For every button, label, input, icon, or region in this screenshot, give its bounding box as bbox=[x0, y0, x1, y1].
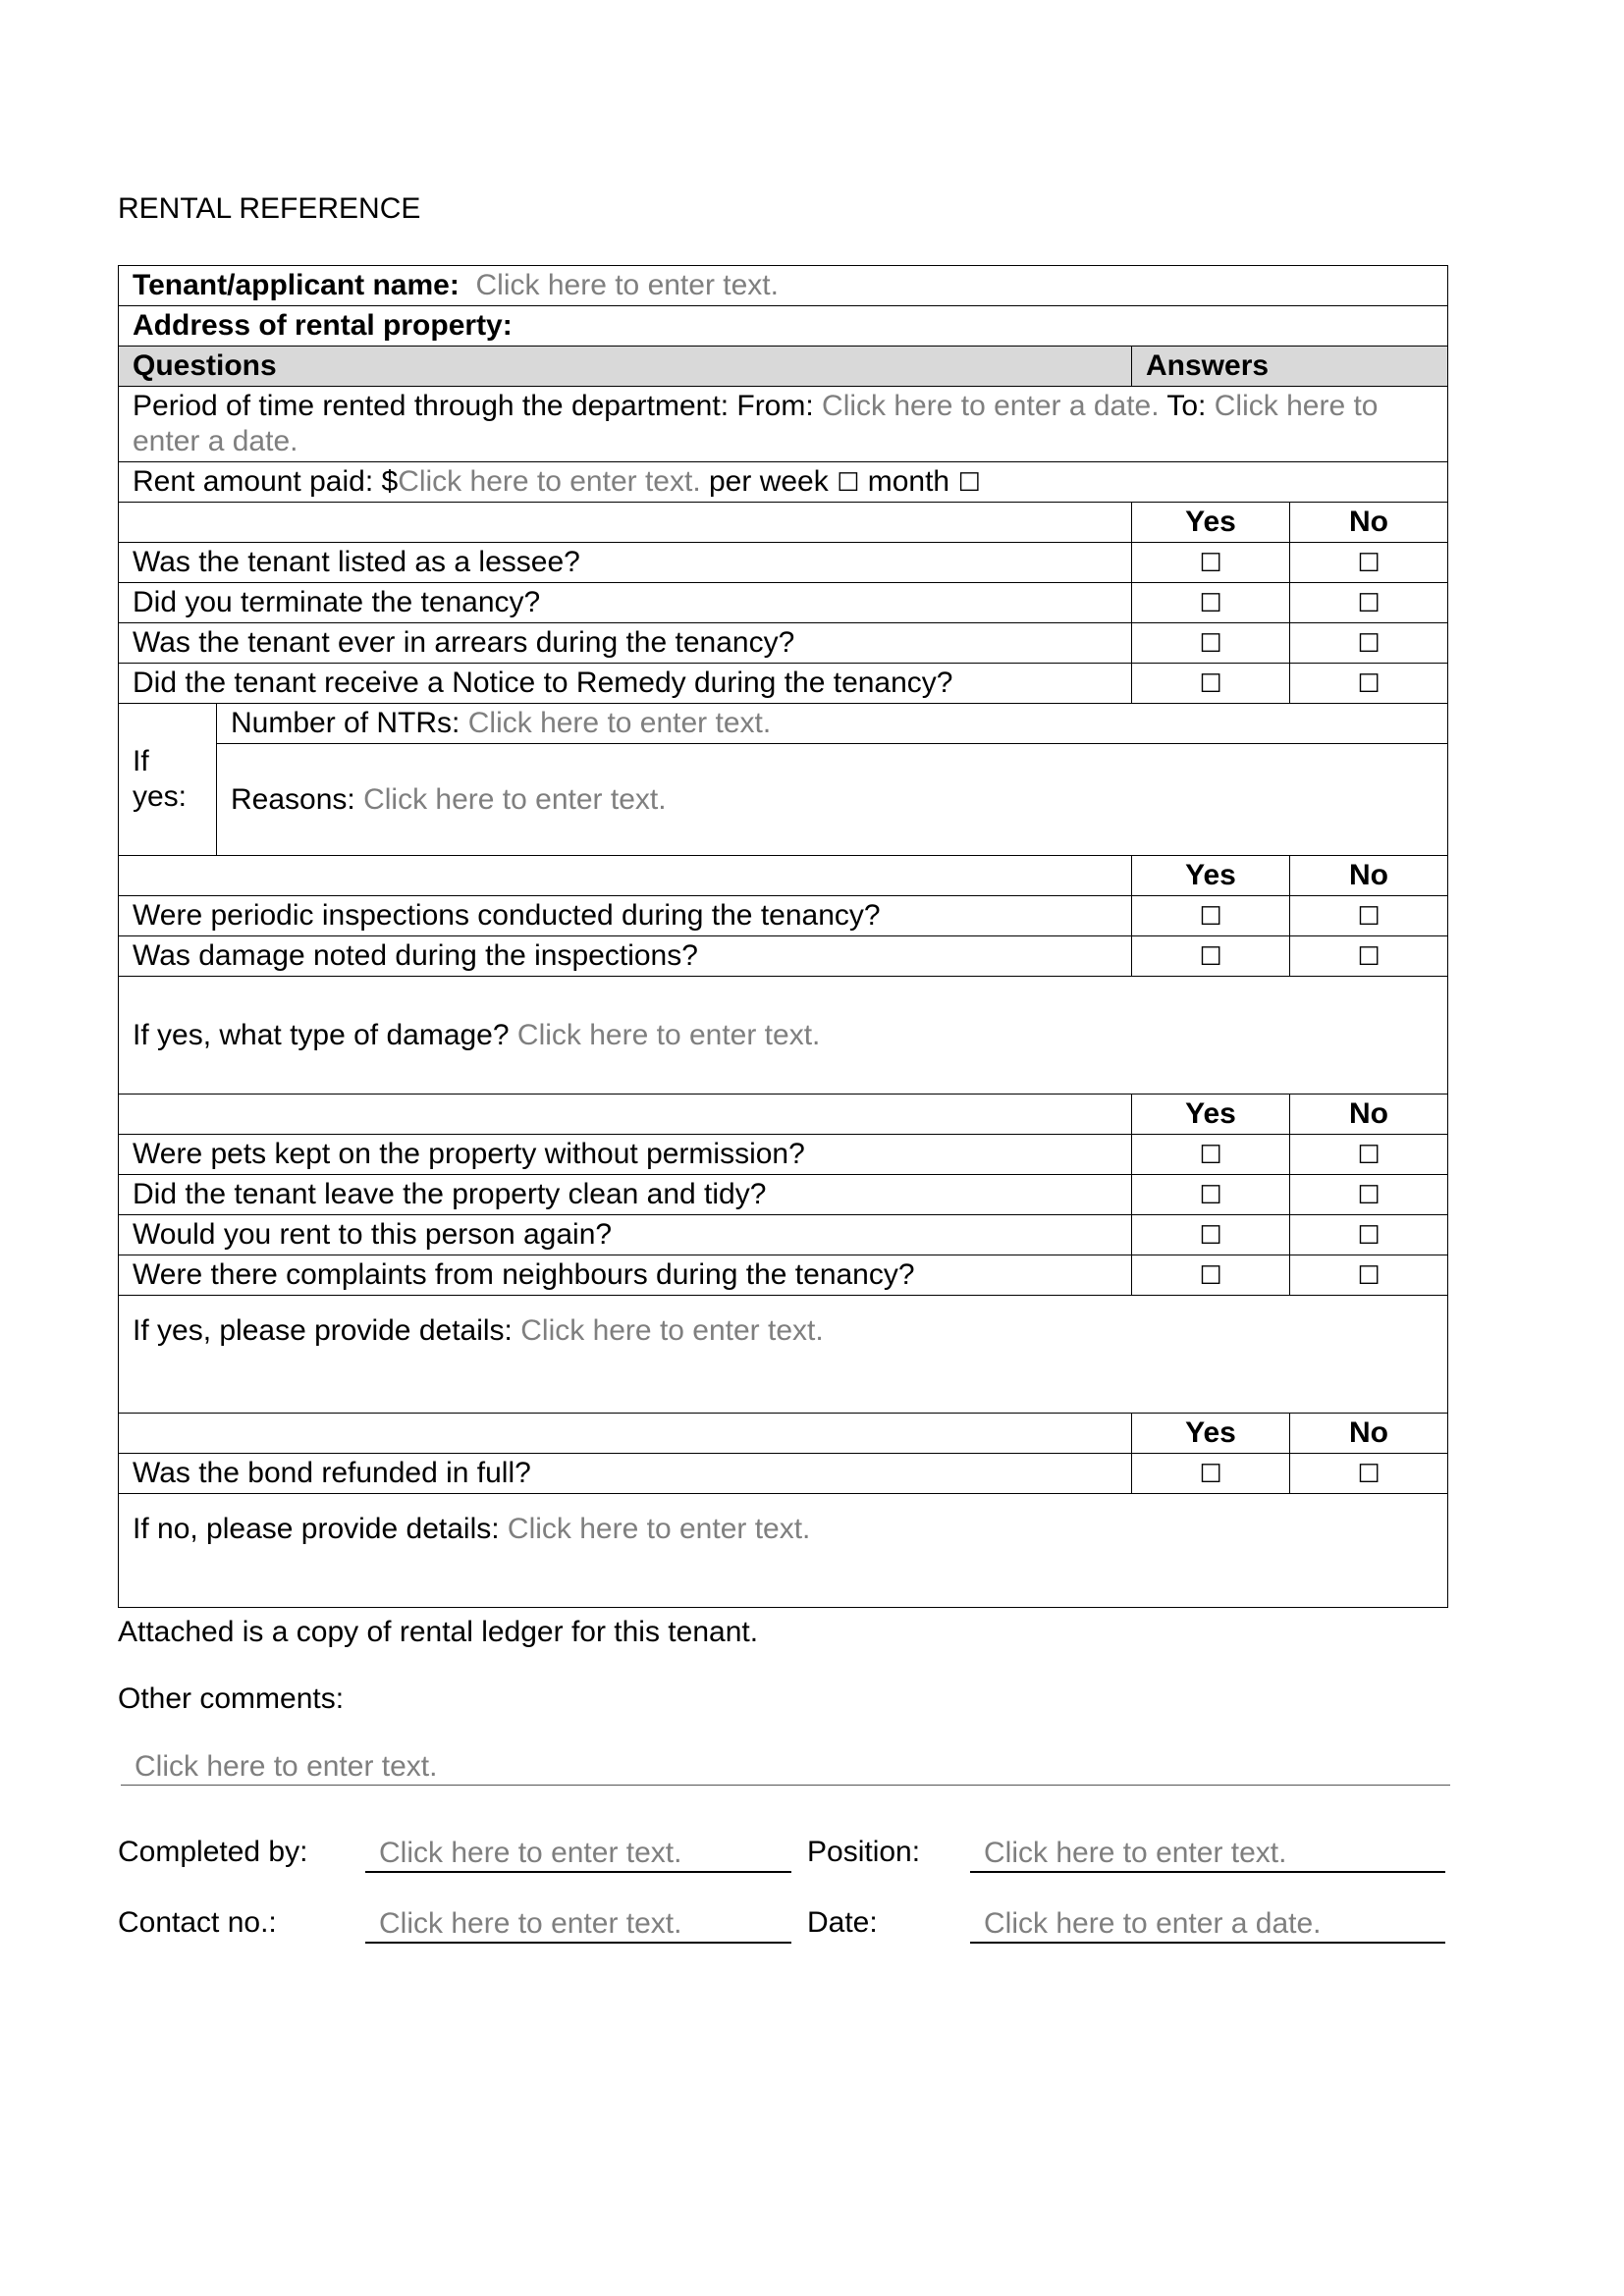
yes-checkbox[interactable]: ☐ bbox=[1199, 588, 1222, 617]
yes-checkbox[interactable]: ☐ bbox=[1199, 548, 1222, 577]
attached-note: Attached is a copy of rental ledger for this tenant. bbox=[118, 1616, 759, 1648]
question-text: Was damage noted during the inspections? bbox=[119, 936, 1132, 977]
other-comments-label: Other comments: bbox=[118, 1682, 345, 1715]
complaints-details-label: If yes, please provide details: bbox=[133, 1314, 513, 1347]
question-text: Did the tenant receive a Notice to Remedy during the tenancy? bbox=[119, 664, 1132, 704]
reasons-row bbox=[119, 744, 1448, 856]
no-checkbox[interactable]: ☐ bbox=[1357, 588, 1380, 617]
question-text: Did you terminate the tenancy? bbox=[119, 583, 1132, 623]
contact-field[interactable]: Click here to enter text. bbox=[365, 1906, 791, 1944]
question-text: Were pets kept on the property without permission? bbox=[119, 1135, 1132, 1175]
bond-details-label: If no, please provide details: bbox=[133, 1513, 500, 1545]
no-header: No bbox=[1290, 503, 1448, 543]
question-row bbox=[119, 664, 1448, 704]
period-label: Period of time rented through the department: From: bbox=[133, 390, 814, 422]
yes-header: Yes bbox=[1132, 1414, 1290, 1454]
tenant-name-label: Tenant/applicant name: bbox=[133, 269, 460, 301]
ntr-label: Number of NTRs: bbox=[231, 707, 460, 739]
yes-checkbox[interactable]: ☐ bbox=[1199, 668, 1222, 698]
question-row bbox=[119, 1454, 1448, 1494]
no-checkbox[interactable]: ☐ bbox=[1357, 1260, 1380, 1290]
yes-header: Yes bbox=[1132, 1095, 1290, 1135]
no-checkbox[interactable]: ☐ bbox=[1357, 1459, 1380, 1488]
position-field[interactable]: Click here to enter text. bbox=[970, 1836, 1445, 1873]
question-text: Was the tenant ever in arrears during the tenancy? bbox=[119, 623, 1132, 664]
rent-label: Rent amount paid: $ bbox=[133, 465, 399, 498]
reasons-field[interactable]: Click here to enter text. bbox=[363, 782, 667, 816]
period-row bbox=[119, 387, 1448, 462]
if-yes-label: If yes: bbox=[119, 704, 217, 856]
question-text: Did the tenant leave the property clean and tidy? bbox=[119, 1175, 1132, 1215]
question-text: Were there complaints from neighbours during the tenancy? bbox=[119, 1255, 1132, 1296]
question-row bbox=[119, 623, 1448, 664]
completed-by-label: Completed by: bbox=[118, 1836, 308, 1868]
yes-no-header-row bbox=[119, 503, 1448, 543]
other-comments-field[interactable]: Click here to enter text. bbox=[121, 1749, 1450, 1786]
question-row bbox=[119, 896, 1448, 936]
no-checkbox[interactable]: ☐ bbox=[1357, 1180, 1380, 1209]
period-to-label: To: bbox=[1166, 390, 1207, 422]
date-label: Date: bbox=[807, 1906, 878, 1939]
no-checkbox[interactable]: ☐ bbox=[1357, 1140, 1380, 1169]
damage-details-row bbox=[119, 977, 1448, 1095]
no-header: No bbox=[1290, 1095, 1448, 1135]
yes-checkbox[interactable]: ☐ bbox=[1199, 628, 1222, 658]
yes-checkbox[interactable]: ☐ bbox=[1199, 1180, 1222, 1209]
no-checkbox[interactable]: ☐ bbox=[1357, 548, 1380, 577]
tenant-name-field[interactable]: Click here to enter text. bbox=[475, 269, 779, 301]
month-label: month bbox=[867, 465, 950, 498]
yes-checkbox[interactable]: ☐ bbox=[1199, 1220, 1222, 1250]
question-row bbox=[119, 543, 1448, 583]
position-label: Position: bbox=[807, 1836, 921, 1868]
yes-header: Yes bbox=[1132, 503, 1290, 543]
rent-amount-field[interactable]: Click here to enter text. bbox=[398, 465, 701, 498]
reasons-label: Reasons: bbox=[231, 782, 355, 816]
date-field[interactable]: Click here to enter a date. bbox=[970, 1906, 1445, 1944]
complaints-details-field[interactable]: Click here to enter text. bbox=[520, 1314, 824, 1347]
ntr-row bbox=[119, 704, 1448, 744]
question-row bbox=[119, 1175, 1448, 1215]
question-text: Was the bond refunded in full? bbox=[119, 1454, 1132, 1494]
rent-row bbox=[119, 462, 1448, 503]
damage-type-label: If yes, what type of damage? bbox=[133, 1018, 510, 1051]
ntr-count-field[interactable]: Click here to enter text. bbox=[467, 707, 772, 739]
address-label: Address of rental property: bbox=[119, 306, 1448, 347]
contact-label: Contact no.: bbox=[118, 1906, 277, 1939]
questions-header: Questions bbox=[119, 347, 1132, 387]
per-week-label: per week bbox=[709, 465, 829, 498]
question-row bbox=[119, 1215, 1448, 1255]
question-text: Was the tenant listed as a lessee? bbox=[119, 543, 1132, 583]
page-title: RENTAL REFERENCE bbox=[118, 192, 421, 225]
no-checkbox[interactable]: ☐ bbox=[1357, 901, 1380, 931]
question-text: Would you rent to this person again? bbox=[119, 1215, 1132, 1255]
complaints-details-row bbox=[119, 1296, 1448, 1414]
no-checkbox[interactable]: ☐ bbox=[1357, 628, 1380, 658]
yes-header: Yes bbox=[1132, 856, 1290, 896]
yes-no-header-row bbox=[119, 856, 1448, 896]
bond-details-field[interactable]: Click here to enter text. bbox=[507, 1513, 811, 1545]
damage-type-field[interactable]: Click here to enter text. bbox=[516, 1018, 821, 1051]
column-header-row bbox=[119, 347, 1448, 387]
question-row bbox=[119, 936, 1448, 977]
no-checkbox[interactable]: ☐ bbox=[1357, 1220, 1380, 1250]
yes-checkbox[interactable]: ☐ bbox=[1199, 941, 1222, 971]
no-checkbox[interactable]: ☐ bbox=[1357, 668, 1380, 698]
question-row bbox=[119, 583, 1448, 623]
yes-checkbox[interactable]: ☐ bbox=[1199, 901, 1222, 931]
yes-no-header-row bbox=[119, 1414, 1448, 1454]
yes-checkbox[interactable]: ☐ bbox=[1199, 1260, 1222, 1290]
tenant-row bbox=[119, 266, 1448, 306]
per-week-checkbox[interactable]: ☐ bbox=[837, 467, 860, 497]
question-row bbox=[119, 1255, 1448, 1296]
address-row bbox=[119, 306, 1448, 347]
yes-checkbox[interactable]: ☐ bbox=[1199, 1459, 1222, 1488]
no-header: No bbox=[1290, 1414, 1448, 1454]
period-to-field[interactable]: Click here to enter a date. bbox=[133, 390, 1379, 457]
question-text: Were periodic inspections conducted during the tenancy? bbox=[119, 896, 1132, 936]
no-checkbox[interactable]: ☐ bbox=[1357, 941, 1380, 971]
answers-header: Answers bbox=[1132, 347, 1448, 387]
yes-checkbox[interactable]: ☐ bbox=[1199, 1140, 1222, 1169]
period-from-field[interactable]: Click here to enter a date. bbox=[822, 390, 1160, 422]
yes-no-header-row bbox=[119, 1095, 1448, 1135]
no-header: No bbox=[1290, 856, 1448, 896]
question-row bbox=[119, 1135, 1448, 1175]
bond-details-row bbox=[119, 1494, 1448, 1608]
month-checkbox[interactable]: ☐ bbox=[957, 467, 981, 497]
reference-form-table bbox=[118, 265, 1448, 1608]
completed-by-field[interactable]: Click here to enter text. bbox=[365, 1836, 791, 1873]
